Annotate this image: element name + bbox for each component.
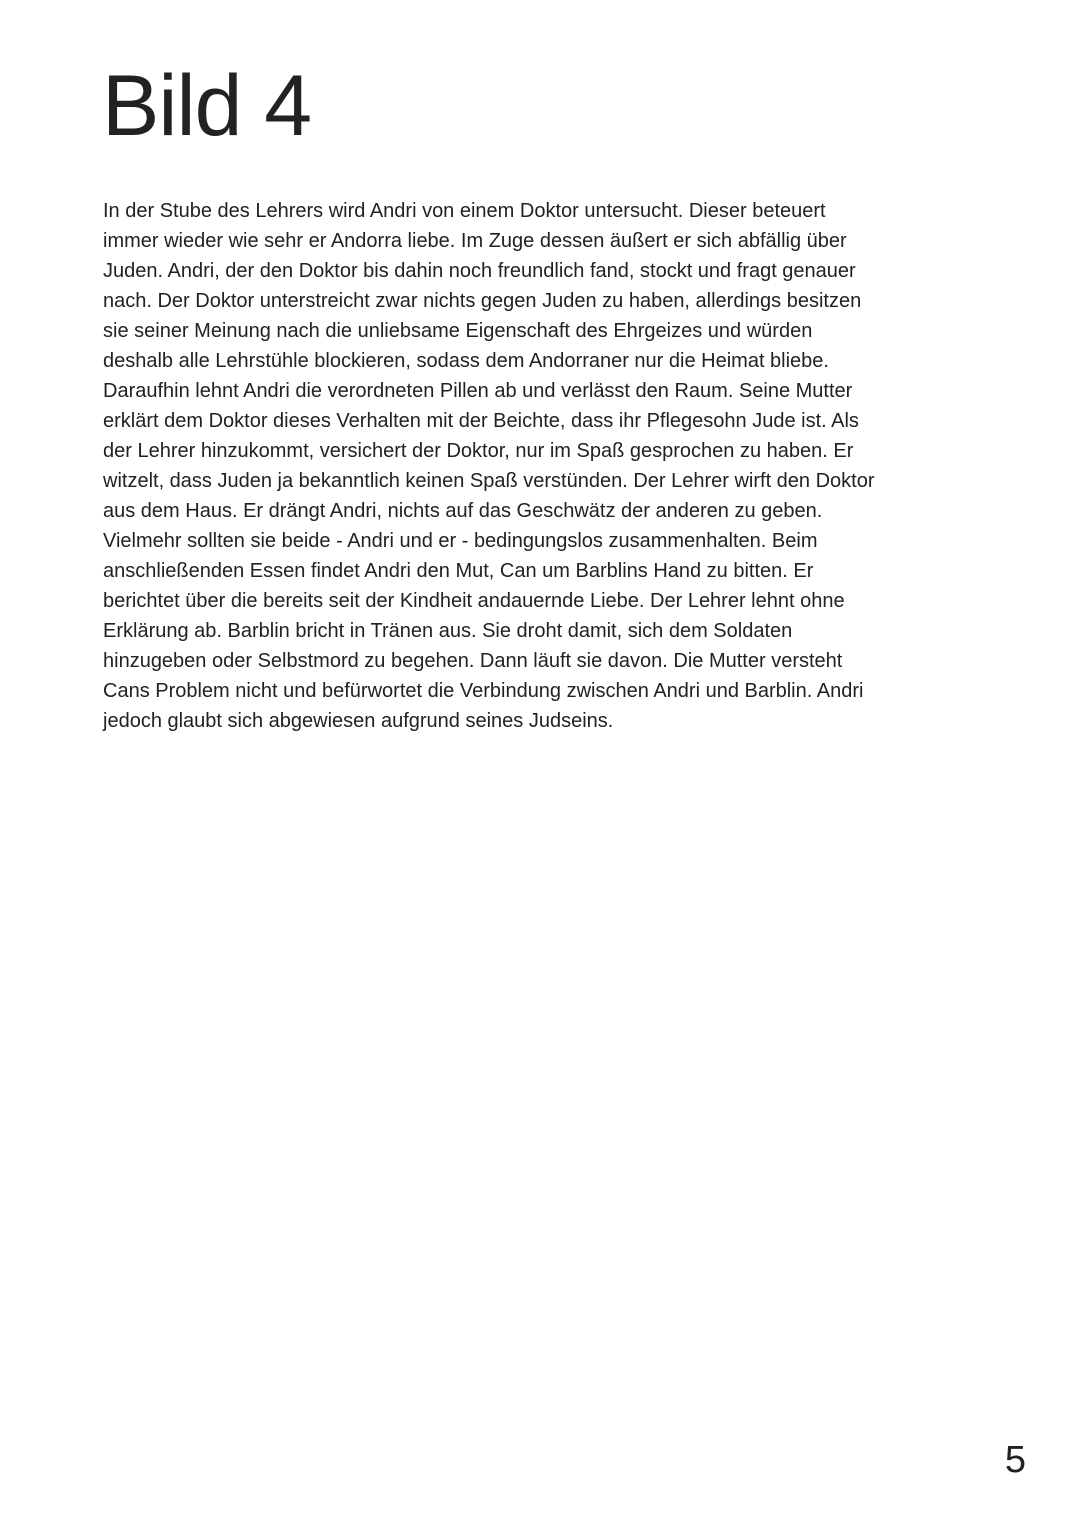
paragraph-line: berichtet über die bereits seit der Kindheit andauernde Liebe. Der Lehrer lehnt ohne — [103, 590, 845, 612]
paragraph-line: anschließenden Essen findet Andri den Mut, Can um Barblins Hand zu bitten. Er — [103, 560, 814, 582]
paragraph-line: jedoch glaubt sich abgewiesen aufgrund seines Judseins. — [103, 710, 614, 732]
paragraph-line: Vielmehr sollten sie beide - Andri und er - bedingungslos zusammenhalten. Beim — [103, 530, 818, 552]
paragraph-line: In der Stube des Lehrers wird Andri von einem Doktor untersucht. Dieser beteuert — [103, 200, 826, 222]
summary-paragraph — [103, 196, 953, 736]
page-title: Bild 4 — [102, 58, 312, 154]
paragraph-line: Erklärung ab. Barblin bricht in Tränen aus. Sie droht damit, sich dem Soldaten — [103, 620, 793, 642]
paragraph-line: aus dem Haus. Er drängt Andri, nichts auf das Geschwätz der anderen zu geben. — [103, 500, 823, 522]
paragraph-line: deshalb alle Lehrstühle blockieren, sodass dem Andorraner nur die Heimat bliebe. — [103, 350, 829, 372]
paragraph-line: sie seiner Meinung nach die unliebsame Eigenschaft des Ehrgeizes und würden — [103, 320, 813, 342]
paragraph-line: Juden. Andri, der den Doktor bis dahin noch freundlich fand, stockt und fragt genauer — [103, 260, 856, 282]
paragraph-line: Cans Problem nicht und befürwortet die Verbindung zwischen Andri und Barblin. Andri — [103, 680, 864, 702]
paragraph-line: witzelt, dass Juden ja bekanntlich keinen Spaß verstünden. Der Lehrer wirft den Doktor — [103, 470, 875, 492]
paragraph-line: der Lehrer hinzukommt, versichert der Doktor, nur im Spaß gesprochen zu haben. Er — [103, 440, 854, 462]
page-number: 5 — [1004, 1439, 1026, 1481]
paragraph-line: Daraufhin lehnt Andri die verordneten Pillen ab und verlässt den Raum. Seine Mutter — [103, 380, 853, 402]
paragraph-line: immer wieder wie sehr er Andorra liebe. Im Zuge dessen äußert er sich abfällig über — [103, 230, 847, 252]
paragraph-line: erklärt dem Doktor dieses Verhalten mit der Beichte, dass ihr Pflegesohn Jude ist. Als — [103, 410, 859, 432]
paragraph-line: hinzugeben oder Selbstmord zu begehen. Dann läuft sie davon. Die Mutter versteht — [103, 650, 843, 672]
paragraph-line: nach. Der Doktor unterstreicht zwar nichts gegen Juden zu haben, allerdings besitzen — [103, 290, 862, 312]
